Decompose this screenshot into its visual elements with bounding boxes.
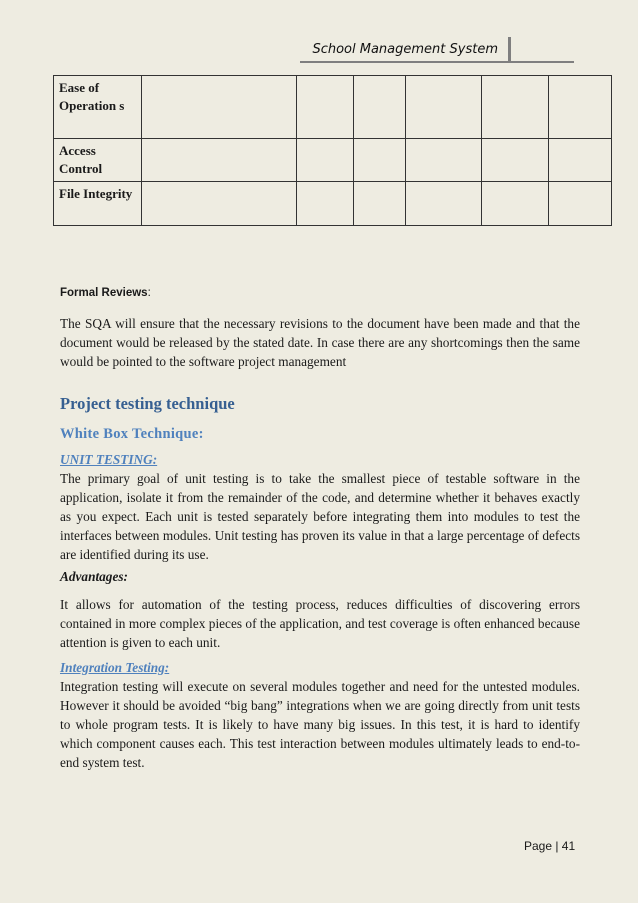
table-cell [482,139,549,182]
table-cell [549,182,612,226]
unit-testing-heading: UNIT TESTING: [60,452,158,467]
unit-testing-paragraph: The primary goal of unit testing is to take the smallest piece of testable software in the application, isolate it from the remainder of the code, and determine whether it behaves exactly as you expect. Each unit is tested separately before integrating them into modules to test the interfaces between modules. Unit testing has proven its value in that a large percentage of defects are identified during its use. [60,471,580,562]
row-label: Ease of Operation s [54,76,142,139]
formal-reviews-paragraph: The SQA will ensure that the necessary revisions to the document have been made and that the document would be released by the stated date. In case there are any shortcomings then the same would be pointed to the software project management [60,316,580,369]
table-cell [354,139,406,182]
page-number: Page | 41 [524,839,576,853]
table-cell [354,76,406,139]
table-row [54,76,612,139]
table-cell [549,76,612,139]
table-cell [482,76,549,139]
header-title: School Management System [312,42,498,57]
formal-reviews-heading [60,287,151,299]
table-cell [482,182,549,226]
table-row [54,182,612,226]
row-label: Access Control [54,139,142,182]
integration-testing-heading: Integration Testing: [60,660,170,675]
header-vertical-bar [508,37,511,61]
integration-testing-paragraph: Integration testing will execute on several modules together and need for the untested modules. However it should be avoided “big bang” integrations when we are going directly from unit tests to whole program tests. It is likely to have many big issues. In this test, it is hard to identify which component causes each. This test interaction between modules ultimately leads to end-to-end system test. [60,679,580,770]
section-title: Project testing technique [60,394,235,413]
table-row [54,139,612,182]
formal-reviews-colon: : [147,287,151,299]
table-cell [297,139,354,182]
section-subtitle: White Box Technique: [60,426,204,442]
table-cell [406,139,482,182]
table-cell [406,182,482,226]
table-cell [549,139,612,182]
table-cell [297,76,354,139]
table-cell [142,139,297,182]
formal-reviews-heading-text: Formal Reviews [60,287,148,299]
evaluation-table [53,75,612,226]
header-rule [300,61,574,63]
row-label: File Integrity [54,182,142,226]
table-cell [406,76,482,139]
table-cell [297,182,354,226]
advantages-paragraph: It allows for automation of the testing process, reduces difficulties of discovering errors contained in more complex pieces of the application, and test coverage is often enhanced because attention is given to each unit. [60,597,580,650]
table-cell [142,182,297,226]
table-cell [142,76,297,139]
table-cell [354,182,406,226]
advantages-heading: Advantages: [60,569,128,584]
